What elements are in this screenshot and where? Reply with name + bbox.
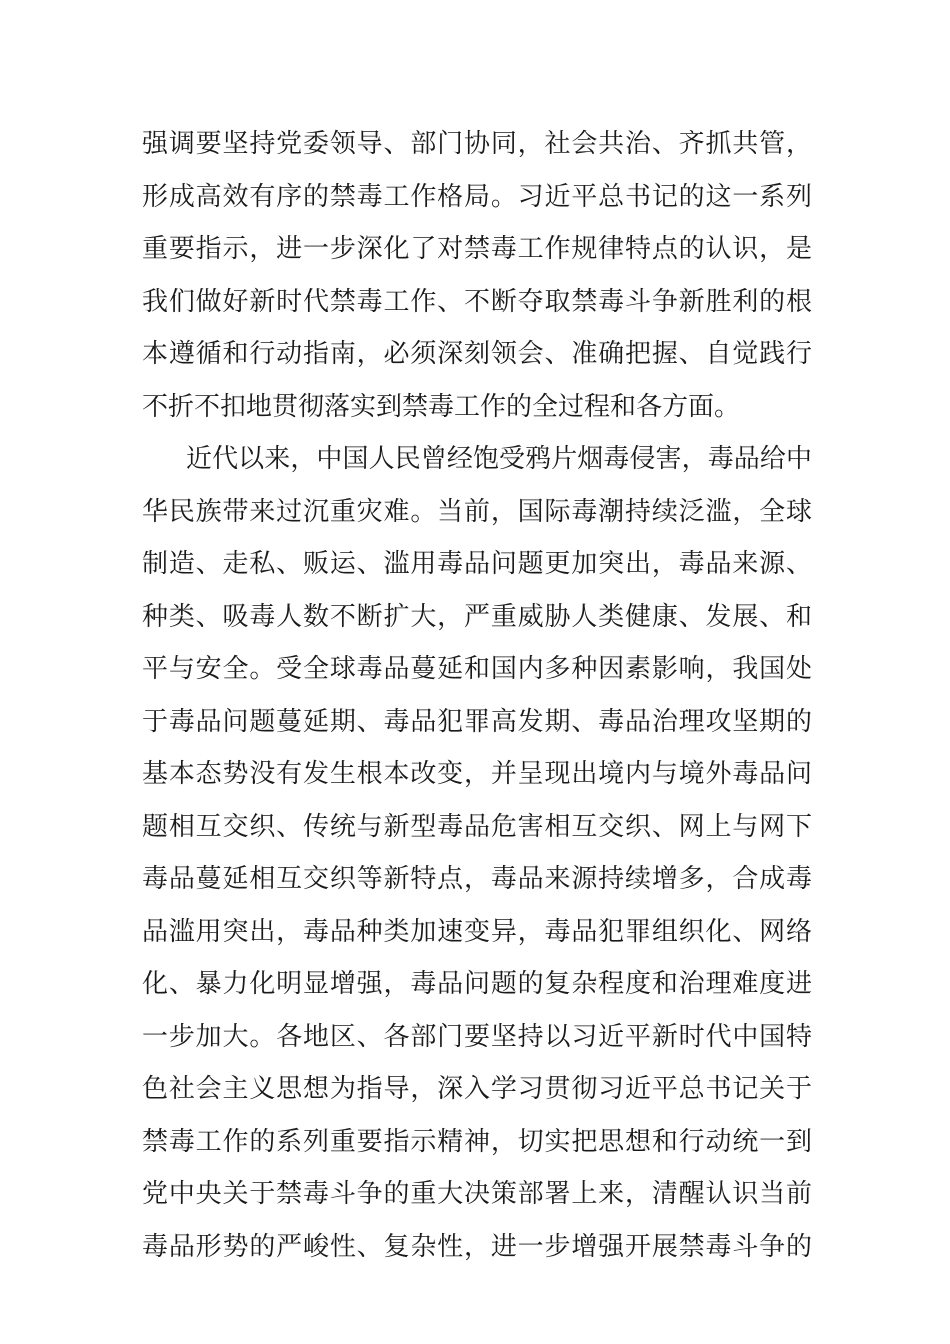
text-line: 一步加大。各地区、各部门要坚持以习近平新时代中国特 xyxy=(142,1021,812,1052)
text-line: 基本态势没有发生根本改变，并呈现出境内与境外毒品问 xyxy=(142,759,812,789)
text-line: 题相互交织、传统与新型毒品危害相互交织、网上与网下 xyxy=(142,811,812,842)
paragraph-2 xyxy=(142,433,812,1273)
text-line: 形成高效有序的禁毒工作格局。习近平总书记的这一系列 xyxy=(142,181,812,212)
text-line: 不折不扣地贯彻落实到禁毒工作的全过程和各方面。 xyxy=(142,391,741,422)
text-line: 化、暴力化明显增强，毒品问题的复杂程度和治理难度进 xyxy=(142,969,812,999)
text-line: 我们做好新时代禁毒工作、不断夺取禁毒斗争新胜利的根 xyxy=(142,286,812,317)
document-body xyxy=(142,118,812,1273)
text-line: 种类、吸毒人数不断扩大，严重威胁人类健康、发展、和 xyxy=(142,601,812,632)
text-line: 华民族带来过沉重灾难。当前，国际毒潮持续泛滥，全球 xyxy=(142,496,812,527)
paragraph-1 xyxy=(142,118,812,433)
text-line: 毒品蔓延相互交织等新特点，毒品来源持续增多，合成毒 xyxy=(142,864,812,894)
text-line: 本遵循和行动指南，必须深刻领会、准确把握、自觉践行 xyxy=(142,339,812,369)
text-line: 强调要坚持党委领导、部门协同，社会共治、齐抓共管， xyxy=(142,129,812,159)
text-line: 平与安全。受全球毒品蔓延和国内多种因素影响，我国处 xyxy=(142,654,812,684)
text-line: 色社会主义思想为指导，深入学习贯彻习近平总书记关于 xyxy=(142,1074,812,1104)
text-line: 毒品形势的严峻性、复杂性，进一步增强开展禁毒斗争的 xyxy=(142,1231,812,1262)
text-line: 重要指示，进一步深化了对禁毒工作规律特点的认识，是 xyxy=(142,234,812,264)
text-line: 近代以来，中国人民曾经饱受鸦片烟毒侵害，毒品给中 xyxy=(186,444,812,474)
text-line: 于毒品问题蔓延期、毒品犯罪高发期、毒品治理攻坚期的 xyxy=(142,706,812,737)
text-line: 党中央关于禁毒斗争的重大决策部署上来，清醒认识当前 xyxy=(142,1179,812,1209)
text-line: 禁毒工作的系列重要指示精神，切实把思想和行动统一到 xyxy=(142,1126,812,1157)
text-line: 品滥用突出，毒品种类加速变异，毒品犯罪组织化、网络 xyxy=(142,916,812,947)
text-line: 制造、走私、贩运、滥用毒品问题更加突出，毒品来源、 xyxy=(142,549,812,579)
